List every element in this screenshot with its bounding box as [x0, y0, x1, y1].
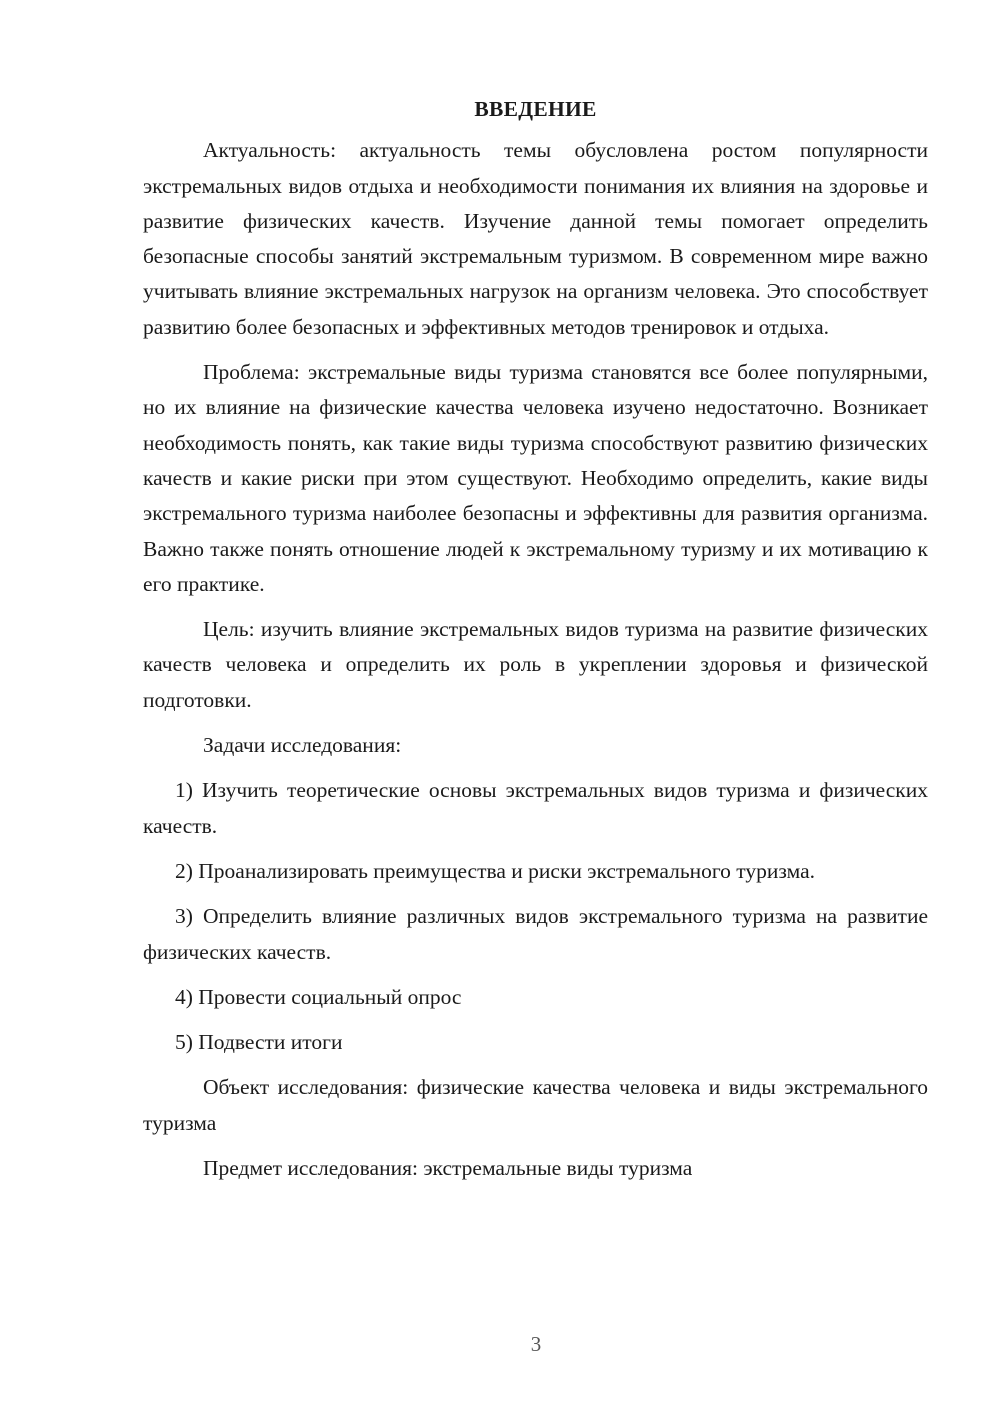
task-item-1: 1) Изучить теоретические основы экстремальных видов туризма и физических качеств.	[143, 778, 928, 838]
relevance-paragraph: Актуальность: актуальность темы обусловлена ростом популярности экстремальных видов отдыха и необходимости понимания их влияния на здоровье и развитие физических качеств. Изучение данной темы помогает определить безопасные способы занятий экстремальным туризмом. В современном мире важно учитывать влияние экстремальных нагрузок на организм человека. Это способствует развитию более безопасных и эффективных методов тренировок и отдыха.	[143, 138, 928, 339]
tasks-title: Задачи исследования:	[203, 733, 402, 758]
task-item-5: 5) Подвести итоги	[175, 1030, 343, 1055]
section-heading: ВВЕДЕНИЕ	[474, 97, 597, 121]
task-item-4: 4) Провести социальный опрос	[175, 984, 462, 1009]
task-item-2: 2) Проанализировать преимущества и риски экстремального туризма.	[175, 858, 815, 883]
page-number: 3	[530, 1332, 542, 1356]
object-paragraph: Объект исследования: физические качества человека и виды экстремального туризма	[143, 1075, 928, 1135]
problem-paragraph: Проблема: экстремальные виды туризма становятся все более популярными, но их влияние на физические качества человека изучено недостаточно. Возникает необходимость понять, как такие виды туризма способствуют развитию физических качеств и какие риски при этом существуют. Необходимо определить, какие виды экстремального туризма наиболее безопасны и эффективны для развития организма. Важно также понять отношение людей к экстремальному туризму и их мотивацию к его практике.	[143, 360, 928, 596]
goal-paragraph: Цель: изучить влияние экстремальных видов туризма на развитие физических качеств человека и определить их роль в укреплении здоровья и физической подготовки.	[143, 617, 928, 712]
document-body	[143, 92, 928, 1196]
task-item-3: 3) Определить влияние различных видов экстремального туризма на развитие физических качеств.	[143, 904, 928, 964]
subject-paragraph: Предмет исследования: экстремальные виды туризма	[203, 1156, 693, 1181]
